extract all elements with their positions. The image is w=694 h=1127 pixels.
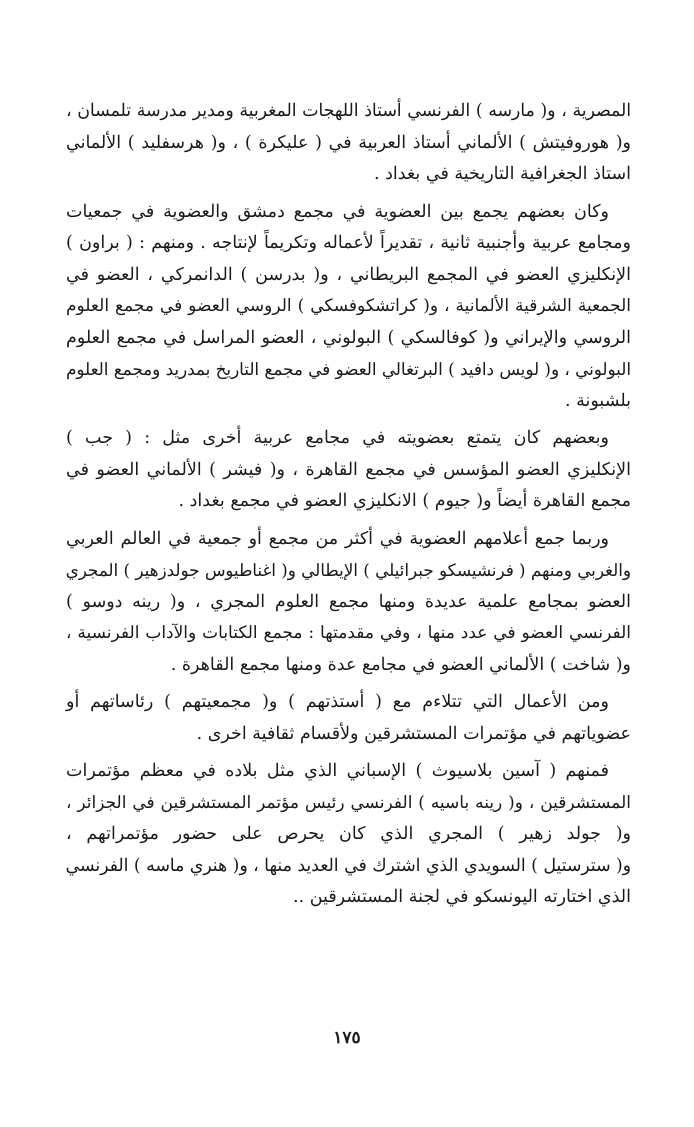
text-line: عضوياتهم في مؤتمرات المستشرقين ولأقسام ثقافية اخرى . bbox=[196, 723, 631, 744]
text-line: فمنهم ( آسين بلاسيوث ) الإسباني الذي مثل بلاده في معظم مؤتمرات bbox=[66, 761, 609, 781]
paragraph-3 bbox=[66, 423, 631, 518]
text-line: الإنكليزي العضو المؤسس في مجمع القاهرة ، و( فيشر ) الألماني العضو في bbox=[66, 459, 631, 480]
text-line: ومجامع عربية وأجنبية ثانية ، تقديراً لأعماله وتكريماً لإنتاجه . ومنهم : ( براون ) bbox=[66, 233, 631, 253]
text-line: وربما جمع أعلامهم العضوية في أكثر من مجمع أو جمعية في العالم العربي bbox=[66, 528, 609, 549]
paragraph-4 bbox=[66, 524, 631, 682]
page-body bbox=[66, 96, 631, 1096]
paragraph-1 bbox=[66, 96, 631, 191]
text-line: الروسي والإيراني و( كوفالسكي ) البولوني ، العضو المراسل في مجمع العلوم bbox=[66, 327, 631, 348]
text-line: استاذ الجغرافية التاريخية في بغداد . bbox=[374, 164, 631, 184]
text-line: مجمع القاهرة أيضاً و( جيوم ) الانكليزي العضو في مجمع بغداد . bbox=[178, 491, 631, 511]
text-line: الفرنسي العضو في عدد منها ، وفي مقدمتها : مجمع الكتابات والآداب الفرنسية ، bbox=[66, 623, 631, 643]
text-line: وبعضهم كان يتمتع بعضويته في مجامع عربية أخرى مثل : ( جب ) bbox=[66, 428, 609, 448]
text-line: و( جولد زهير ) المجري الذي كان يحرص على حضور مؤتمراتهم ، bbox=[66, 824, 631, 844]
text-line: والغربي ومنهم ( فرنشيسكو جبرائيلي ) الإيطالي و( اغناطيوس جولدزهير ) المجري bbox=[65, 560, 631, 580]
text-line: وكان بعضهم يجمع بين العضوية في مجمع دمشق والعضوية في جمعيات bbox=[66, 201, 609, 222]
text-line: الذي اختارته اليونسكو في لجنة المستشرقين .. bbox=[293, 887, 631, 907]
page-number: ١٧٥ bbox=[333, 1028, 361, 1048]
paragraph-6 bbox=[66, 756, 631, 914]
text-line: و( سترستيل ) السويدي الذي اشترك في العديد منها ، و( هنري ماسه ) الفرنسي bbox=[65, 855, 631, 876]
text-line: الإنكليزي العضو في المجمع البريطاني ، و( بدرسن ) الدانمركي ، العضو في bbox=[66, 264, 631, 285]
text-line: بلشبونة . bbox=[565, 390, 631, 411]
text-line: ومن الأعمال التي تتلاءم مع ( أستذتهم ) و( مجمعيتهم ) رئاساتهم أو bbox=[66, 692, 609, 712]
paragraph-2 bbox=[66, 197, 631, 418]
text-line: العضو بمجامع علمية عديدة ومنها مجمع العلوم المجري ، و( رينه دوسو ) bbox=[66, 591, 631, 612]
text-line: و( هوروفيتش ) الألماني أستاذ العربية في ( عليكرة ) ، و( هرسفليد ) الألماني bbox=[66, 132, 631, 153]
text-line: المصرية ، و( مارسه ) الفرنسي أستاذ اللهجات المغربية ومدير مدرسة تلمسان ، bbox=[66, 101, 631, 121]
paragraph-5 bbox=[66, 687, 631, 750]
text-line: المستشرقين ، و( رينه باسيه ) الفرنسي رئيس مؤتمر المستشرقين في الجزائر ، bbox=[66, 792, 631, 813]
text-line: و( شاخت ) الألماني العضو في مجامع عدة ومنها مجمع القاهرة . bbox=[170, 654, 631, 675]
text-line: الجمعية الشرقية الألمانية ، و( كراتشكوفسكي ) الروسي العضو في مجمع العلوم bbox=[66, 296, 631, 316]
text-line: البولوني ، و( لويس دافيد ) البرتغالي العضو في مجمع التاريخ بمدريد ومجمع العلوم bbox=[66, 359, 631, 379]
